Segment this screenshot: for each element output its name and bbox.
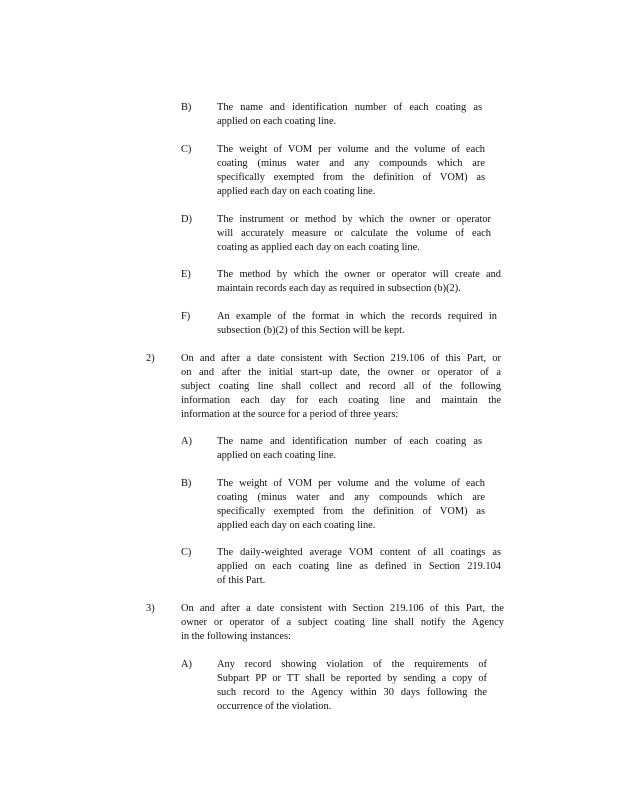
text-line: Subpart PP or TT shall be reported by sending a copy of xyxy=(217,673,487,684)
item-label: F) xyxy=(181,311,191,322)
item-text xyxy=(217,658,487,714)
item-label: C) xyxy=(181,144,192,155)
item-text xyxy=(217,268,501,296)
item-text xyxy=(181,352,501,422)
item-label: D) xyxy=(181,214,192,225)
text-line: information at the source for a period of three years: xyxy=(181,409,399,420)
text-line: The name and identification number of each coating as xyxy=(217,102,482,113)
item-label: E) xyxy=(181,269,191,280)
text-line: will accurately measure or calculate the volume of each xyxy=(217,228,491,239)
text-line: in the following instances: xyxy=(181,631,291,642)
text-line: applied each day on each coating line. xyxy=(217,520,376,531)
text-line: The weight of VOM per volume and the volume of each xyxy=(217,144,485,155)
text-line: The name and identification number of each coating as xyxy=(217,436,482,447)
item-text xyxy=(217,477,485,533)
text-line: coating as applied each day on each coating line. xyxy=(217,242,420,253)
text-line: maintain records each day as required in subsection (b)(2). xyxy=(217,283,461,294)
item-label: B) xyxy=(181,102,192,113)
item-label: 3) xyxy=(146,603,155,614)
item-text xyxy=(217,546,501,588)
item-text xyxy=(217,435,482,463)
item-label: 2) xyxy=(146,353,155,364)
text-line: applied on each coating line as defined in Section 219.104 xyxy=(217,561,501,572)
item-text xyxy=(217,310,497,338)
text-line: of this Part. xyxy=(217,575,266,586)
text-line: subject coating line shall collect and record all of the following xyxy=(181,381,501,392)
item-text xyxy=(217,143,485,199)
text-line: specifically exempted from the definition of VOM) as xyxy=(217,506,485,517)
text-line: The method by which the owner or operator will create and xyxy=(217,269,501,280)
text-line: On and after a date consistent with Section 219.106 of this Part, or xyxy=(181,353,501,364)
text-line: specifically exempted from the definition of VOM) as xyxy=(217,172,485,183)
item-label: A) xyxy=(181,659,192,670)
item-text xyxy=(181,602,504,644)
text-line: coating (minus water and any compounds which are xyxy=(217,492,485,503)
text-line: On and after a date consistent with Section 219.106 of this Part, the xyxy=(181,603,504,614)
item-label: B) xyxy=(181,478,192,489)
text-line: The instrument or method by which the owner or operator xyxy=(217,214,491,225)
item-text xyxy=(217,101,482,129)
item-label: A) xyxy=(181,436,192,447)
text-line: applied on each coating line. xyxy=(217,116,337,127)
text-line: An example of the format in which the records required in xyxy=(217,311,497,322)
item-label: C) xyxy=(181,547,192,558)
text-line: occurrence of the violation. xyxy=(217,701,332,712)
text-line: applied each day on each coating line. xyxy=(217,186,376,197)
text-line: owner or operator of a subject coating line shall notify the Agency xyxy=(181,617,504,628)
text-line: such record to the Agency within 30 days following the xyxy=(217,687,487,698)
text-line: coating (minus water and any compounds which are xyxy=(217,158,485,169)
text-line: The daily-weighted average VOM content of all coatings as xyxy=(217,547,501,558)
text-line: applied on each coating line. xyxy=(217,450,337,461)
text-line: The weight of VOM per volume and the volume of each xyxy=(217,478,485,489)
text-line: on and after the initial start-up date, the owner or operator of a xyxy=(181,367,501,378)
item-text xyxy=(217,213,491,255)
text-line: Any record showing violation of the requirements of xyxy=(217,659,487,670)
text-line: subsection (b)(2) of this Section will be kept. xyxy=(217,325,405,336)
text-line: information each day for each coating line and maintain the xyxy=(181,395,501,406)
